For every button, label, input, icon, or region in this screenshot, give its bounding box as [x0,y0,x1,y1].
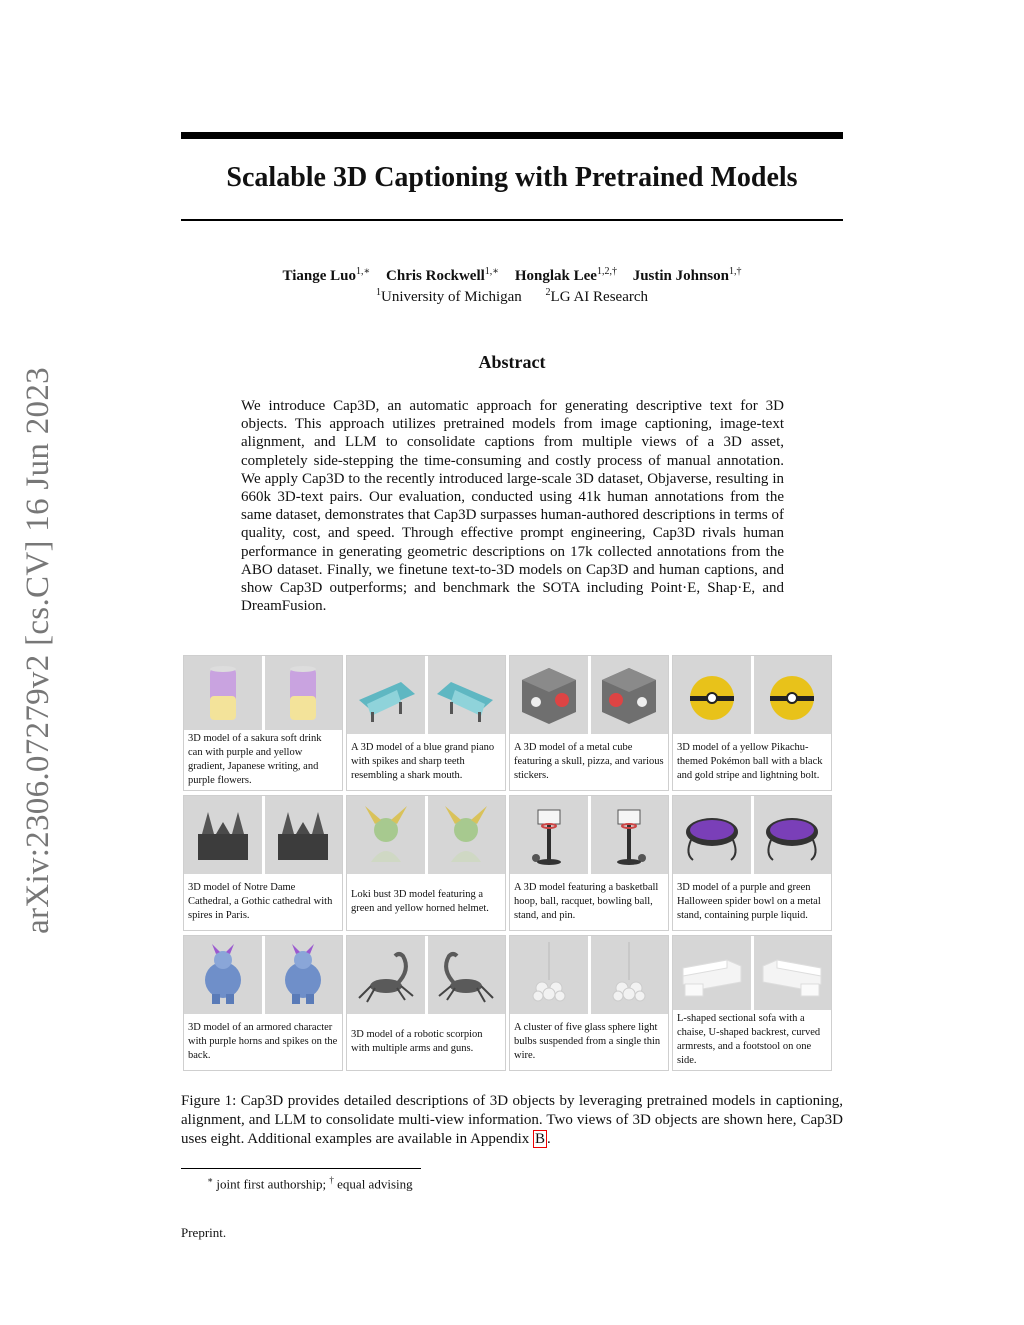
panel-views [347,656,505,734]
affiliation: $^1$University of Michigan [375,287,522,305]
affiliation: $^2$LG AI Research [545,287,649,305]
author: Honglak Lee$^{1,2,\dagger}$ [514,266,617,284]
author: Tiange Luo$^{1,∗}$ [282,266,371,284]
panel-views [510,796,668,874]
object-render-image [428,796,506,874]
panel-caption: 3D model of Notre Dame Cathedral, a Gothic cathedral with spires in Paris. [188,882,333,921]
panel-views [510,656,668,734]
panel-views [184,936,342,1014]
object-render-image [510,656,588,734]
affiliation-list [181,287,843,306]
object-render-image [428,936,506,1014]
title-bottom-rule [181,219,843,221]
panel-views [673,796,831,874]
panel-caption: A cluster of five glass sphere light bulbs suspended from a single thin wire. [514,1022,661,1061]
object-render-image [265,936,343,1014]
object-render-image [754,796,832,874]
figure-grid [183,655,843,1071]
figure-panel [183,935,343,1071]
footnote-rule [181,1168,421,1169]
figure-panel [672,655,832,791]
panel-views [673,656,831,734]
object-render-image [428,656,506,734]
figure-panel [509,935,669,1071]
figure-panel [183,795,343,931]
arxiv-identifier: arXiv:2306.07279v2 [cs.CV] 16 Jun 2023 [19,366,56,934]
object-render-image [591,796,669,874]
object-render-image [510,796,588,874]
object-render-image [347,796,425,874]
author-list [181,266,843,285]
preprint-label: Preprint. [181,1225,227,1240]
panel-views [347,796,505,874]
panel-caption: 3D model of a yellow Pikachu-themed Pokémon ball with a black and gold stripe and lightning bolt. [677,742,823,781]
panel-caption: 3D model of a purple and green Halloween spider bowl on a metal stand, containing purple liquid. [677,882,821,921]
figure-panel [346,935,506,1071]
abstract-heading: Abstract [478,352,546,372]
figure-caption: Figure 1: Cap3D provides detailed descriptions of 3D objects by leveraging pretrained models in captioning, alignment, and LLM to consolidate multi-view information. Two views of 3D objects are shown here, Cap3D uses eight. Additional examples are available in Appendix B . [181,1093,843,1147]
figure-panel [509,655,669,791]
panel-views [184,796,342,874]
object-render-image [673,656,751,734]
object-render-image [673,796,751,874]
panel-caption: A 3D model of a blue grand piano with spikes and sharp teeth resembling a shark mouth. [351,742,495,781]
object-render-image [347,936,425,1014]
figure-panel [183,655,343,791]
object-render-image [510,936,588,1014]
figure-panel [509,795,669,931]
panel-caption: A 3D model featuring a basketball hoop, ball, racquet, bowling ball, stand, and pin. [514,882,659,921]
figure-panel [672,795,832,931]
panel-views [347,936,505,1014]
object-render-image [184,796,262,874]
object-render-image [754,936,832,1010]
appendix-link[interactable]: B [535,1131,546,1147]
panel-caption: A 3D model of a metal cube featuring a skull, pizza, and various stickers. [514,742,664,781]
panel-views [184,656,342,730]
object-render-image [184,936,262,1014]
panel-caption: Loki bust 3D model featuring a green and yellow horned helmet. [351,889,489,914]
panel-views [510,936,668,1014]
panel-caption: 3D model of a robotic scorpion with multiple arms and guns. [351,1029,483,1054]
object-render-image [754,656,832,734]
panel-caption: L-shaped sectional sofa with a chaise, U-shaped backrest, curved armrests, and a footstool on one side. [677,1013,821,1066]
arxiv-side-stamp [8,360,68,940]
object-render-image [591,656,669,734]
object-render-image [265,656,343,730]
author: Justin Johnson$^{1,\dagger}$ [632,266,742,284]
panel-caption: 3D model of a sakura soft drink can with purple and yellow gradient, Japanese writing, and purple flowers. [188,733,322,786]
paper-title: Scalable 3D Captioning with Pretrained Models [226,162,798,193]
panel-views [673,936,831,1010]
object-render-image [265,796,343,874]
footnote: ∗ joint first authorship; † equal advising [207,1175,413,1192]
object-render-image [347,656,425,734]
figure-panel [346,655,506,791]
title-top-rule [181,132,843,139]
object-render-image [673,936,751,1010]
abstract-text: We introduce Cap3D, an automatic approach for generating descriptive text for 3D objects. This approach utilizes pretrained models from image captioning, image-text alignment, and LLM to consolidate captions from multiple views of a 3D asset, completely side-stepping the time-consuming and costly process of manual annotation. We apply Cap3D to the recently introduced large-scale 3D dataset, Objaverse, resulting in 660k 3D-text pairs. Our evaluation, conducted using 41k human annotations from the same dataset, demonstrates that Cap3D surpasses human-authored descriptions in terms of quality, cost, and speed. Through effective prompt engineering, Cap3D rivals human performance in generating geometric descriptions on 17k collected annotations from the ABO dataset. Finally, we finetune text-to-3D models on Cap3D and human captions, and show Cap3D outperforms; and benchmark the SOTA including Point·E, Shap·E, and DreamFusion. [241,398,784,615]
object-render-image [591,936,669,1014]
panel-caption: 3D model of an armored character with purple horns and spikes on the back. [188,1022,338,1061]
object-render-image [184,656,262,730]
figure-panel [346,795,506,931]
figure-panel [672,935,832,1071]
author: Chris Rockwell$^{1,∗}$ [386,266,500,284]
